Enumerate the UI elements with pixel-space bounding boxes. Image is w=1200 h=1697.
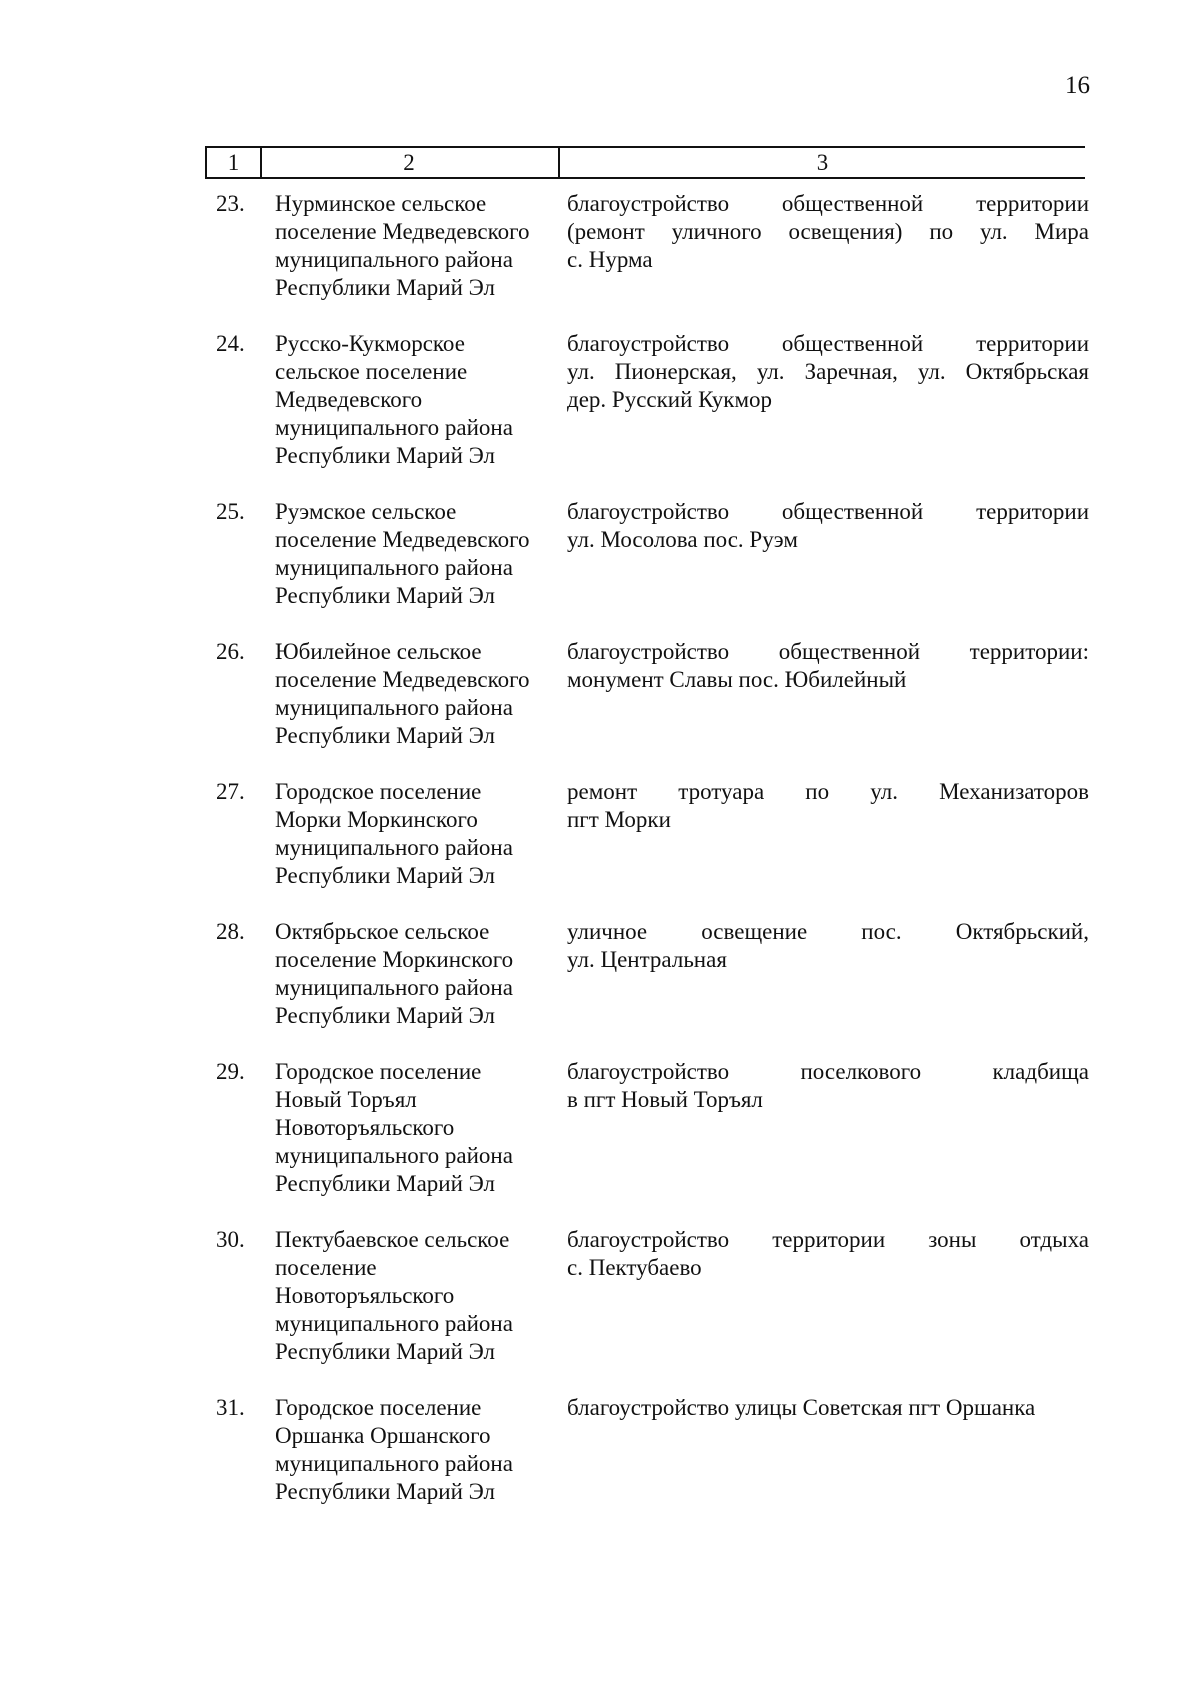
settlement-name-line: поселение xyxy=(275,1255,377,1280)
settlement-name-line: Пектубаевское сельское xyxy=(275,1227,510,1252)
settlement-name-line: муниципального района xyxy=(275,1311,513,1336)
settlement-name-line: Оршанка Оршанского xyxy=(275,1423,491,1448)
settlement-name-line: Республики Марий Эл xyxy=(275,1479,496,1504)
project-description-line: уличное освещение пос. Октябрьский, xyxy=(567,919,1089,944)
project-description-line: дер. Русский Кукмор xyxy=(567,387,773,412)
project-description-line: (ремонт уличного освещения) по ул. Мира xyxy=(567,219,1089,244)
settlement-name-line: Городское поселение xyxy=(275,1059,482,1084)
project-description xyxy=(567,190,1089,274)
header-col-1: 1 xyxy=(205,148,262,177)
row-number: 25. xyxy=(216,499,245,524)
settlement-name xyxy=(275,190,553,302)
settlement-name xyxy=(275,330,553,470)
row-number: 23. xyxy=(216,191,245,216)
project-description-line: благоустройство общественной территории: xyxy=(567,639,1089,664)
project-description-line: ремонт тротуара по ул. Механизаторов xyxy=(567,779,1089,804)
project-description-line: благоустройство улицы Советская пгт Оршанка xyxy=(567,1395,1036,1420)
settlement-name-line: Октябрьское сельское xyxy=(275,919,490,944)
settlement-name-line: Республики Марий Эл xyxy=(275,443,496,468)
settlement-name-line: Городское поселение xyxy=(275,779,482,804)
row-number: 28. xyxy=(216,919,245,944)
project-description xyxy=(567,1058,1089,1114)
row-number: 30. xyxy=(216,1227,245,1252)
project-description-line: пгт Морки xyxy=(567,807,671,832)
settlement-name xyxy=(275,918,553,1030)
project-description-line: благоустройство общественной территории xyxy=(567,331,1089,356)
settlement-name xyxy=(275,778,553,890)
settlement-name xyxy=(275,1226,553,1366)
settlement-name-line: Новоторъяльского xyxy=(275,1283,455,1308)
table-header xyxy=(205,146,1085,179)
project-description xyxy=(567,330,1089,414)
project-description-line: благоустройство поселкового кладбища xyxy=(567,1059,1089,1084)
table-body xyxy=(0,190,1200,1534)
settlement-name-line: Республики Марий Эл xyxy=(275,1339,496,1364)
settlement-name-line: муниципального района xyxy=(275,975,513,1000)
settlement-name xyxy=(275,1058,553,1198)
header-col-3: 3 xyxy=(816,150,829,175)
table-row xyxy=(0,1058,1200,1198)
project-description xyxy=(567,1226,1089,1282)
table-row xyxy=(0,1394,1200,1506)
table-row xyxy=(0,190,1200,302)
settlement-name-line: сельское поселение xyxy=(275,359,468,384)
project-description-line: ул. Центральная xyxy=(567,947,727,972)
settlement-name-line: муниципального района xyxy=(275,247,513,272)
settlement-name-line: Республики Марий Эл xyxy=(275,1171,496,1196)
page-number: 16 xyxy=(1065,72,1090,99)
settlement-name-line: Юбилейное сельское xyxy=(275,639,482,664)
settlement-name-line: Новый Торъял xyxy=(275,1087,417,1112)
settlement-name-line: Городское поселение xyxy=(275,1395,482,1420)
row-number: 29. xyxy=(216,1059,245,1084)
row-number: 31. xyxy=(216,1395,245,1420)
settlement-name-line: Новоторъяльского xyxy=(275,1115,455,1140)
table-row xyxy=(0,778,1200,890)
table-row xyxy=(0,330,1200,470)
table-row xyxy=(0,918,1200,1030)
settlement-name-line: поселение Медведевского xyxy=(275,667,530,692)
settlement-name-line: муниципального района xyxy=(275,835,513,860)
settlement-name-line: Русско-Кукморское xyxy=(275,331,465,356)
settlement-name-line: муниципального района xyxy=(275,555,513,580)
row-number: 24. xyxy=(216,331,245,356)
project-description-line: благоустройство территории зоны отдыха xyxy=(567,1227,1089,1252)
row-number: 27. xyxy=(216,779,245,804)
settlement-name-line: Республики Марий Эл xyxy=(275,275,496,300)
project-description-line: с. Нурма xyxy=(567,247,653,272)
project-description-line: с. Пектубаево xyxy=(567,1255,702,1280)
project-description-line: благоустройство общественной территории xyxy=(567,191,1089,216)
settlement-name xyxy=(275,1394,553,1506)
settlement-name-line: Республики Марий Эл xyxy=(275,723,496,748)
project-description xyxy=(567,918,1089,974)
project-description-line: благоустройство общественной территории xyxy=(567,499,1089,524)
settlement-name-line: Нурминское сельское xyxy=(275,191,487,216)
header-col-2: 2 xyxy=(260,148,560,177)
project-description xyxy=(567,498,1089,554)
project-description-line: ул. Мосолова пос. Руэм xyxy=(567,527,798,552)
project-description xyxy=(567,1394,1089,1422)
settlement-name-line: Республики Марий Эл xyxy=(275,583,496,608)
settlement-name-line: Руэмское сельское xyxy=(275,499,457,524)
settlement-name-line: Республики Марий Эл xyxy=(275,863,496,888)
settlement-name-line: муниципального района xyxy=(275,415,513,440)
settlement-name-line: муниципального района xyxy=(275,1143,513,1168)
settlement-name-line: Морки Моркинского xyxy=(275,807,478,832)
table-row xyxy=(0,1226,1200,1366)
settlement-name xyxy=(275,638,553,750)
settlement-name-line: муниципального района xyxy=(275,695,513,720)
table-row xyxy=(0,638,1200,750)
settlement-name-line: муниципального района xyxy=(275,1451,513,1476)
project-description-line: ул. Пионерская, ул. Заречная, ул. Октябрьская xyxy=(567,359,1089,384)
row-number: 26. xyxy=(216,639,245,664)
settlement-name xyxy=(275,498,553,610)
table-row xyxy=(0,498,1200,610)
settlement-name-line: поселение Медведевского xyxy=(275,219,530,244)
settlement-name-line: Медведевского xyxy=(275,387,423,412)
settlement-name-line: поселение Моркинского xyxy=(275,947,514,972)
project-description xyxy=(567,638,1089,694)
project-description-line: монумент Славы пос. Юбилейный xyxy=(567,667,907,692)
project-description xyxy=(567,778,1089,834)
project-description-line: в пгт Новый Торъял xyxy=(567,1087,763,1112)
settlement-name-line: Республики Марий Эл xyxy=(275,1003,496,1028)
settlement-name-line: поселение Медведевского xyxy=(275,527,530,552)
